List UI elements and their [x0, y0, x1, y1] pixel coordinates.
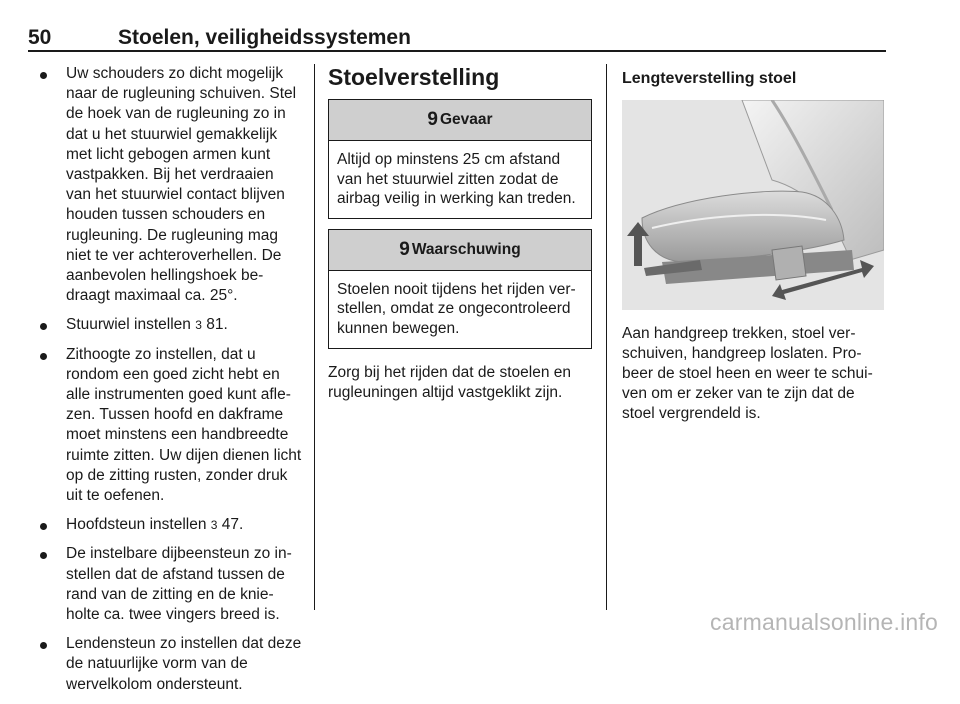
column-2 [328, 64, 592, 403]
watermark: carmanualsonline.info [710, 609, 938, 635]
warning-body: Stoelen nooit tijdens het rijden ver-stellen, omdat ze ongecontroleerd kunnen bewegen. [337, 280, 576, 337]
page-number: 50 [28, 26, 52, 49]
bullet-item: Hoofdsteun instellen 3 47. [40, 515, 302, 535]
danger-box-title [329, 100, 591, 141]
page-header [28, 24, 886, 52]
column-divider [314, 64, 315, 610]
page-reference-icon: 3 [195, 318, 202, 333]
danger-body: Altijd op minstens 25 cm afstand van het stuurwiel zitten zodat de airbag veilig in werking kan treden. [337, 151, 576, 208]
bullet-item: De instelbare dijbeensteun zo in-stellen dat de afstand tussen de rand van de zitting en de knie-holte ca. twee vingers breed is. [40, 544, 302, 625]
bullet-item: Stuurwiel instellen 3 81. [40, 315, 302, 335]
bullet-item: Lendensteun zo instellen dat deze de natuurlijke vorm van de wervelkolom ondersteunt. [40, 634, 302, 695]
page-reference-link[interactable]: 47. [221, 516, 244, 534]
seat-adjustment-illustration [622, 100, 884, 310]
page-reference-link[interactable]: 81. [206, 316, 228, 334]
bullet-dot-icon [40, 642, 47, 649]
danger-box [328, 99, 592, 219]
section-title: Stoelen, veiligheidssystemen [118, 26, 411, 49]
section-heading: Stoelverstelling [328, 64, 500, 90]
bullet-dot-icon [40, 552, 47, 559]
warning-box-title [329, 230, 591, 271]
column-3 [622, 64, 888, 424]
header-rule [28, 50, 886, 52]
warning-box [328, 229, 592, 349]
bullet-dot-icon [40, 523, 47, 530]
bullet-dot-icon [40, 323, 47, 330]
column-divider [606, 64, 607, 610]
warning-triangle-icon: 9 [399, 238, 410, 260]
bullet-dot-icon [40, 72, 47, 79]
bullet-list [40, 64, 302, 695]
page-reference-icon: 3 [210, 518, 218, 533]
lengthwise-adjustment-paragraph: Aan handgreep trekken, stoel ver-schuiven, handgreep loslaten. Pro-beer de stoel heen en weer te schui-ven om er zeker van te zijn dat de stoel vergrendeld is. [622, 325, 873, 422]
warning-title: Waarschuwing [411, 240, 521, 258]
danger-title: Gevaar [440, 111, 493, 128]
subsection-heading: Lengteverstelling stoel [622, 70, 797, 87]
bullet-item: Zithoogte zo instellen, dat u rondom een goed zicht hebt en alle instrumenten goed kunt afle-zen. Tussen hoofd en dakframe moet minstens een handbreedte ruimte zitten. Uw dijen dienen licht op de zitting rusten, zonder druk uit te oefenen. [40, 345, 302, 507]
bullet-item: Uw schouders zo dicht mogelijk naar de rugleuning schuiven. Stel de hoek van de rugleuning zo in dat u het stuurwiel gemakkelijk met licht gebogen armen kunt vastpakken. Bij het verdraaien van het stuurwiel contact blijven houden tussen schouders en rugleuning. De rugleuning mag niet te ver achteroverhellen. De aanbevolen hellingshoek be-draagt maximaal ca. 25°. [40, 64, 302, 306]
seat-lock-paragraph: Zorg bij het rijden dat de stoelen en rugleuningen altijd vastgeklikt zijn. [328, 363, 571, 401]
column-1 [40, 64, 302, 704]
bullet-dot-icon [40, 353, 47, 360]
warning-triangle-icon: 9 [427, 109, 438, 130]
